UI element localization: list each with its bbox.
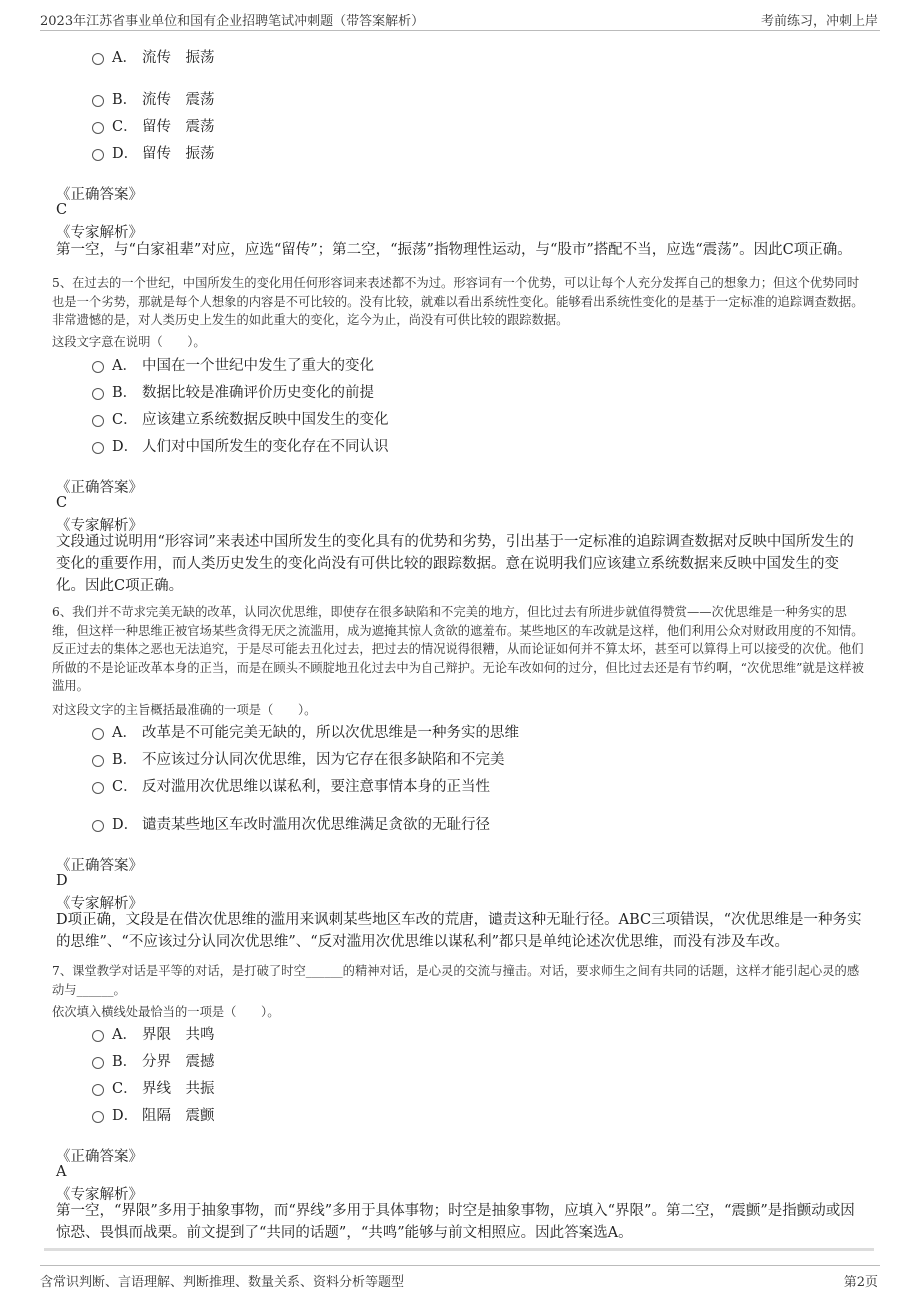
q5-analysis-label: 《专家解析》 — [56, 518, 143, 534]
header-slogan: 考前练习，冲刺上岸 — [760, 14, 878, 29]
q5-option-b[interactable]: B． 数据比较是准确评价历史变化的前提 — [92, 381, 374, 401]
cutoff-next-line — [44, 1246, 874, 1254]
q6-option-d[interactable]: D． 谴责某些地区车改时滥用次优思维满足贪欲的无耻行径 — [92, 813, 490, 833]
radio-icon[interactable] — [92, 122, 104, 134]
document-title: 2023年江苏省事业单位和国有企业招聘笔试冲刺题（带答案解析） — [40, 14, 425, 29]
q7-question-text: 7、课堂教学对话是平等的对话，是打破了时空______的精神对话，是心灵的交流与撞击。对话，要求师生之间有共同的话题，这样才能引起心灵的感动与______。 — [52, 964, 860, 997]
q5-option-d[interactable]: D． 人们对中国所发生的变化存在不同认识 — [92, 435, 389, 455]
q7-analysis: 第一空，“界限”多用于抽象事物，而“界线”多用于具体事物；时空是抽象事物，应填入“界限”。第二空，“震颤”是指颤动或因惊恐、畏惧而战栗。前文提到了“共同的话题”，“共鸣”能够与前文相照应。因此答案选A。 — [56, 1203, 855, 1241]
page-number: 第2页 — [843, 1275, 878, 1290]
q7-option-c[interactable]: C． 界线 共振 — [92, 1077, 215, 1097]
radio-icon[interactable] — [92, 782, 104, 794]
footer-description: 含常识判断、言语理解、判断推理、数量关系、资料分析等题型 — [40, 1275, 405, 1290]
radio-icon[interactable] — [92, 755, 104, 767]
q6-question-text: 6、我们并不苛求完美无缺的改革，认同次优思维，即使存在很多缺陷和不完美的地方，但比过去有所进步就值得赞赏——次优思维是一种务实的思维，但这样一种思维正被官场某些贪得无厌之流滥用，成为遮掩其惊人贪欲的遮羞布。某些地区的车改就是这样，他们利用公众对财政用度的不知情。反正过去的集体之恶也无法追究，于是尽可能去丑化过去，把过去的情况说得很糟，从而论证如何并不算太坏，甚至可以算得上可以接受的次优。他们所做的不是论证改革本身的正当，而是在顾头不顾腚地丑化过去中为自己辩护。无论车改如何的过分，但比过去还是有节约啊，“次优思维”就是这样被滥用。 — [52, 605, 864, 693]
q7-answer-label: 《正确答案》 — [56, 1149, 143, 1165]
q7-analysis-label: 《专家解析》 — [56, 1187, 143, 1203]
radio-icon[interactable] — [92, 728, 104, 740]
q6-option-c[interactable]: C． 反对滥用次优思维以谋私利，要注意事情本身的正当性 — [92, 775, 490, 795]
q5-question-text: 5、在过去的一个世纪，中国所发生的变化用任何形容词来表述都不为过。形容词有一个优势，可以让每个人充分发挥自己的想象力；但这个优势同时也是一个劣势，那就是每个人想象的内容是不可比较的。没有比较，就难以看出系统性变化。能够看出系统性变化的是基于一定标准的追踪调查数据。非常遗憾的是，对人类历史上发生的如此重大的变化，迄今为止，尚没有可供比较的跟踪数据。 — [52, 276, 864, 327]
q6-option-b[interactable]: B． 不应该过分认同次优思维，因为它存在很多缺陷和不完美 — [92, 748, 505, 768]
radio-icon[interactable] — [92, 95, 104, 107]
q6-answer: D — [56, 873, 68, 889]
q5-answer-label: 《正确答案》 — [56, 480, 143, 496]
q5-analysis: 文段通过说明用“形容词”来表述中国所发生的变化具有的优势和劣势，引出基于一定标准的追踪调查数据对反映中国所发生的变化的重要作用，而人类历史发生的变化尚没有可供比较的跟踪数据。意在说明我们应该建立系统数据来反映中国发生的变化。因此C项正确。 — [56, 534, 854, 594]
q4-answer-label: 《正确答案》 — [56, 187, 143, 203]
radio-icon[interactable] — [92, 361, 104, 373]
radio-icon[interactable] — [92, 1030, 104, 1042]
q7-option-b[interactable]: B． 分界 震撼 — [92, 1050, 215, 1070]
radio-icon[interactable] — [92, 1084, 104, 1096]
q6-prompt: 对这段文字的主旨概括最准确的一项是（ ）。 — [52, 703, 317, 717]
radio-icon[interactable] — [92, 149, 104, 161]
q4-analysis-label: 《专家解析》 — [56, 225, 143, 241]
q4-option-d[interactable]: D． 留传 振荡 — [92, 142, 215, 162]
q4-option-a[interactable]: A． 流传 振荡 — [92, 46, 215, 66]
radio-icon[interactable] — [92, 820, 104, 832]
q7-prompt: 依次填入横线处最恰当的一项是（ ）。 — [52, 1005, 280, 1019]
radio-icon[interactable] — [92, 1057, 104, 1069]
q7-option-a[interactable]: A． 界限 共鸣 — [92, 1023, 215, 1043]
q6-analysis-label: 《专家解析》 — [56, 896, 143, 912]
q6-answer-label: 《正确答案》 — [56, 858, 143, 874]
q5-option-c[interactable]: C． 应该建立系统数据反映中国发生的变化 — [92, 408, 389, 428]
q4-option-c[interactable]: C． 留传 震荡 — [92, 115, 215, 135]
radio-icon[interactable] — [92, 53, 104, 65]
header-divider — [40, 30, 880, 31]
radio-icon[interactable] — [92, 388, 104, 400]
q5-prompt: 这段文字意在说明（ ）。 — [52, 335, 206, 349]
q6-analysis: D项正确，文段是在借次优思维的滥用来讽刺某些地区车改的荒唐，谴责这种无耻行径。ABC三项错误，“次优思维是一种务实的思维”、“不应该过分认同次优思维”、“反对滥用次优思维以谋私利”都只是单纯论述次优思维，而没有涉及车改。 — [56, 912, 862, 950]
q4-option-b[interactable]: B． 流传 震荡 — [92, 88, 215, 108]
page-header — [0, 0, 920, 30]
q6-option-a[interactable]: A． 改革是不可能完美无缺的，所以次优思维是一种务实的思维 — [92, 721, 519, 741]
q7-answer: A — [56, 1164, 67, 1180]
q5-answer: C — [56, 495, 68, 511]
q7-option-d[interactable]: D． 阻隔 震颤 — [92, 1104, 215, 1124]
q4-answer: C — [56, 202, 68, 218]
radio-icon[interactable] — [92, 415, 104, 427]
q4-analysis: 第一空，与“白家祖辈”对应，应选“留传”；第二空，“振荡”指物理性运动，与“股市”搭配不当，应选“震荡”。因此C项正确。 — [56, 242, 852, 258]
radio-icon[interactable] — [92, 1111, 104, 1123]
q5-option-a[interactable]: A． 中国在一个世纪中发生了重大的变化 — [92, 354, 374, 374]
radio-icon[interactable] — [92, 442, 104, 454]
footer-divider — [40, 1265, 880, 1266]
